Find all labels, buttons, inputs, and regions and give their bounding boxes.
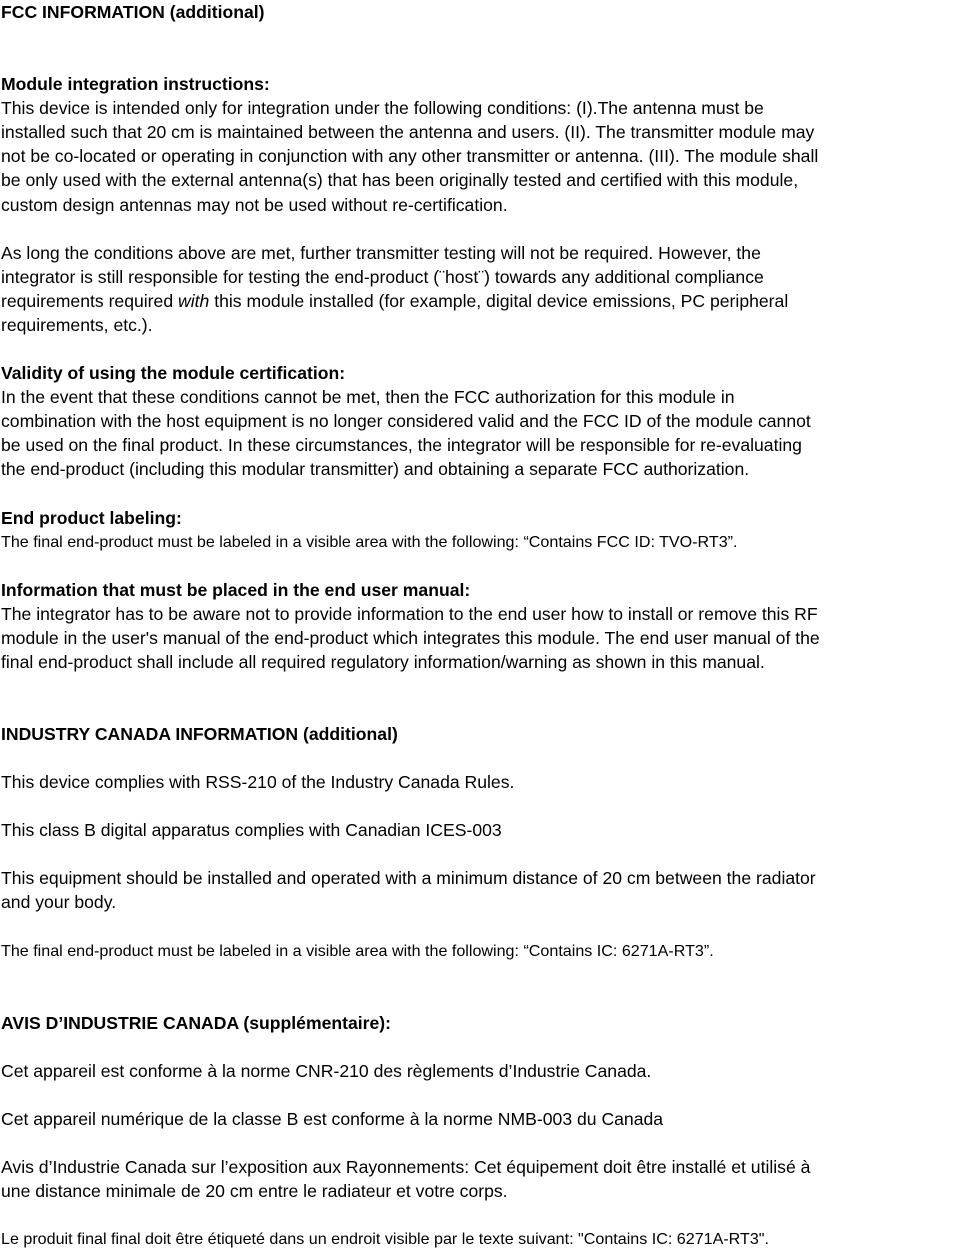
conditions-text — [1, 241, 967, 337]
text-line: The integrator has to be aware not to provide information to the end user how to install or remove this RF — [1, 603, 818, 624]
spacer — [1, 915, 967, 939]
spacer — [1, 24, 967, 72]
spacer — [1, 1131, 967, 1155]
text-line: the end-product (including this modular transmitter) and obtaining a separate FCC authorization. — [1, 459, 750, 480]
spacer — [1, 1083, 967, 1107]
labeling-heading: End product labeling: — [1, 507, 182, 528]
avis-cnr-text: Cet appareil est conforme à la norme CNR-210 des règlements d’Industrie Canada. — [1, 1060, 652, 1081]
text-line: be only used with the external antenna(s) that has been originally tested and certified with this module, — [1, 170, 799, 191]
text-line: une distance minimale de 20 cm entre le radiateur et votre corps. — [1, 1181, 508, 1201]
spacer — [1, 217, 967, 241]
text-line: installed such that 20 cm is maintained between the antenna and users. (II). The transmitter module may — [1, 122, 815, 143]
validity-text — [1, 385, 967, 481]
manual-heading: Information that must be placed in the end user manual: — [1, 579, 471, 600]
manual-text — [1, 602, 967, 674]
ic-ices-text: This class B digital apparatus complies with Canadian ICES-003 — [1, 820, 502, 841]
ic-title: INDUSTRY CANADA INFORMATION (additional) — [1, 724, 398, 745]
spacer — [1, 746, 967, 770]
module-integration-heading: Module integration instructions: — [1, 74, 270, 95]
module-integration-text — [1, 96, 967, 216]
fcc-title: FCC INFORMATION (additional) — [1, 2, 265, 22]
spacer — [1, 963, 967, 1011]
text-line: not be co-located or operating in conjunction with any other transmitter or antenna. (III). The module shall — [1, 146, 819, 167]
italic-word: with — [178, 290, 210, 311]
avis-nmb-text: Cet appareil numérique de la classe B est conforme à la norme NMB-003 du Canada — [1, 1108, 664, 1129]
text-fragment: requirements required — [1, 290, 179, 311]
text-line: This device is intended only for integration under the following conditions: (I).The antenna must be — [1, 98, 764, 119]
validity-heading: Validity of using the module certification: — [1, 363, 346, 384]
spacer — [1, 554, 967, 578]
spacer — [1, 1035, 967, 1059]
spacer — [1, 337, 967, 361]
spacer — [1, 482, 967, 506]
spacer — [1, 1203, 967, 1227]
text-line: requirements, etc.). — [1, 314, 153, 335]
spacer — [1, 842, 967, 866]
text-line: Avis d’Industrie Canada sur l’exposition aux Rayonnements: Cet équipement doit être installé et utilisé à — [1, 1156, 811, 1177]
ic-rss-text: This device complies with RSS-210 of the Industry Canada Rules. — [1, 772, 515, 793]
avis-label-text: Le produit final final doit être étiqueté dans un endroit visible par le texte suivant: "Contains IC: 6271A-RT3". — [1, 1230, 769, 1249]
ic-distance-text — [1, 866, 967, 914]
text-line-with-italic — [1, 289, 967, 313]
text-line: In the event that these conditions cannot be met, then the FCC authorization for this module in — [1, 387, 735, 408]
text-line: combination with the host equipment is no longer considered valid and the FCC ID of the module cannot — [1, 411, 811, 432]
text-fragment: this module installed (for example, digital device emissions, PC peripheral — [209, 290, 789, 311]
text-line: This equipment should be installed and operated with a minimum distance of 20 cm between the radiator — [1, 868, 816, 889]
labeling-text: The final end-product must be labeled in a visible area with the following: “Contains FCC ID: TVO-RT3”. — [1, 532, 738, 551]
text-line: integrator is still responsible for testing the end-product (¨host¨) towards any additional compliance — [1, 266, 764, 287]
text-line: As long the conditions above are met, further transmitter testing will not be required. However, the — [1, 242, 761, 263]
spacer — [1, 674, 967, 722]
text-line: custom design antennas may not be used without re-certification. — [1, 194, 508, 215]
text-line: module in the user's manual of the end-product which integrates this module. The end user manual of the — [1, 627, 820, 648]
avis-exposition-text — [1, 1155, 967, 1203]
avis-title: AVIS D’INDUSTRIE CANADA (supplémentaire): — [1, 1012, 392, 1033]
text-line: final end-product shall include all required regulatory information/warning as shown in this manual. — [1, 651, 765, 672]
text-line: be used on the final product. In these circumstances, the integrator will be responsible for re-evaluating — [1, 435, 802, 456]
spacer — [1, 794, 967, 818]
text-line: and your body. — [1, 892, 117, 913]
ic-label-text: The final end-product must be labeled in a visible area with the following: “Contains IC: 6271A-RT3”. — [1, 941, 714, 960]
